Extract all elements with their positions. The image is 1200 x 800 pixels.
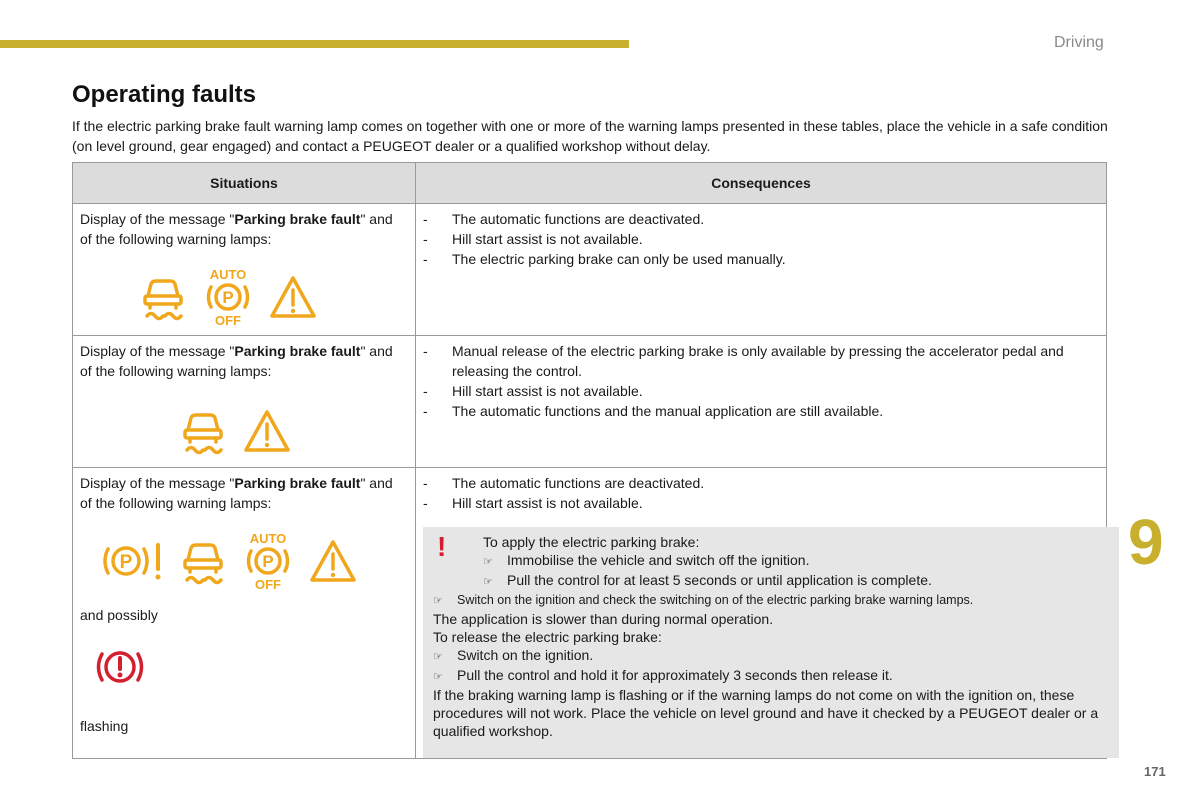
- list-item: ☞ Pull the control for at least 5 seconds or until application is complete.: [433, 571, 1109, 591]
- note-text: The application is slower than during normal operation.: [433, 611, 774, 627]
- consequence-list: [423, 209, 1099, 269]
- svg-text:AUTO: AUTO: [209, 267, 247, 282]
- intro-paragraph: If the electric parking brake fault warning lamp comes on together with one or more of the warning lamps presented in these tables, place the vehicle in a safe condition (on level ground, gear engaged) and contact a PEUGEOT dealer or a qualified workshop without delay.: [72, 118, 1108, 154]
- situation-text: Display of the message "Parking brake fault" and of the following warning lamps:: [80, 475, 393, 511]
- svg-text:P: P: [222, 288, 234, 307]
- procedure-note: [423, 527, 1119, 758]
- list-item: ☞ Immobilise the vehicle and switch off the ignition.: [433, 551, 1109, 571]
- page-title: Operating faults: [72, 81, 257, 108]
- list-item: - The automatic functions and the manual application are still available.: [423, 401, 1099, 421]
- consequence-cell: [416, 468, 1107, 759]
- pointing-hand-icon: ☞: [483, 576, 493, 588]
- consequence-cell: [416, 204, 1107, 336]
- svg-text:OFF: OFF: [215, 313, 241, 327]
- auto-p-off-icon: [202, 267, 254, 327]
- section-label: Driving: [1054, 34, 1104, 51]
- svg-text:AUTO: AUTO: [249, 531, 287, 546]
- svg-text:P: P: [119, 552, 133, 573]
- situation-cell: [73, 204, 416, 336]
- consequence-cell: [416, 336, 1107, 468]
- list-item: - Hill start assist is not available.: [423, 493, 1099, 513]
- warning-lamps: [80, 267, 408, 327]
- list-item: - Hill start assist is not available.: [423, 381, 1099, 401]
- faults-table: [72, 162, 1107, 759]
- flashing-text: flashing: [80, 718, 129, 734]
- list-item: - The electric parking brake can only be used manually.: [423, 249, 1099, 269]
- brake-warning-icon: [80, 647, 408, 692]
- list-item: - Hill start assist is not available.: [423, 229, 1099, 249]
- warning-triangle-icon: [242, 408, 292, 454]
- consequence-list: [423, 473, 1099, 513]
- skid-icon: [178, 536, 228, 586]
- pointing-hand-icon: ☞: [433, 671, 443, 683]
- chapter-number: 9: [1128, 506, 1164, 578]
- warning-lamps: [80, 401, 408, 461]
- pointing-hand-icon: ☞: [433, 595, 443, 607]
- table-row: [73, 468, 1107, 759]
- apply-title: To apply the electric parking brake:: [483, 534, 700, 550]
- skid-icon: [178, 406, 228, 456]
- skid-icon: [138, 272, 188, 322]
- svg-text:P: P: [262, 552, 274, 571]
- situation-text: Display of the message "Parking brake fault" and of the following warning lamps:: [80, 343, 393, 379]
- list-item: - Manual release of the electric parking brake is only available by pressing the accelerator pedal and releasing the control.: [423, 341, 1099, 381]
- list-item: - The automatic functions are deactivated.: [423, 473, 1099, 493]
- and-possibly-text: and possibly: [80, 607, 158, 623]
- situation-text: Display of the message "Parking brake fault" and of the following warning lamps:: [80, 211, 393, 247]
- alert-icon: !: [437, 531, 447, 562]
- auto-p-off-icon: [242, 531, 294, 591]
- svg-text:OFF: OFF: [255, 577, 281, 591]
- header-accent-bar: [0, 40, 629, 48]
- situation-cell: [73, 468, 416, 759]
- pointing-hand-icon: ☞: [433, 651, 443, 663]
- list-item: ☞ Pull the control and hold it for approximately 3 seconds then release it.: [433, 666, 1109, 686]
- consequence-list: [423, 341, 1099, 421]
- list-item: ☞ Switch on the ignition and check the switching on of the electric parking brake warning lamps.: [433, 591, 1109, 610]
- parking-brake-fault-icon: [100, 539, 164, 583]
- pointing-hand-icon: ☞: [483, 556, 493, 568]
- release-title: To release the electric parking brake:: [433, 629, 662, 645]
- table-row: [73, 204, 1107, 336]
- warning-triangle-icon: [308, 538, 358, 584]
- table-row: [73, 336, 1107, 468]
- warning-lamps: [80, 531, 408, 591]
- warning-triangle-icon: [268, 274, 318, 320]
- situation-cell: [73, 336, 416, 468]
- header-situations: Situations: [73, 163, 416, 204]
- header-consequences: Consequences: [416, 163, 1107, 204]
- page-number: 171: [1144, 764, 1166, 779]
- list-item: ☞ Switch on the ignition.: [433, 646, 1109, 666]
- list-item: - The automatic functions are deactivated.: [423, 209, 1099, 229]
- warning-text: If the braking warning lamp is flashing or if the warning lamps do not come on with the ignition on, these procedures will not work. Place the vehicle on level ground and have it checked by a PEUGEOT dealer or a qualified workshop.: [433, 687, 1099, 739]
